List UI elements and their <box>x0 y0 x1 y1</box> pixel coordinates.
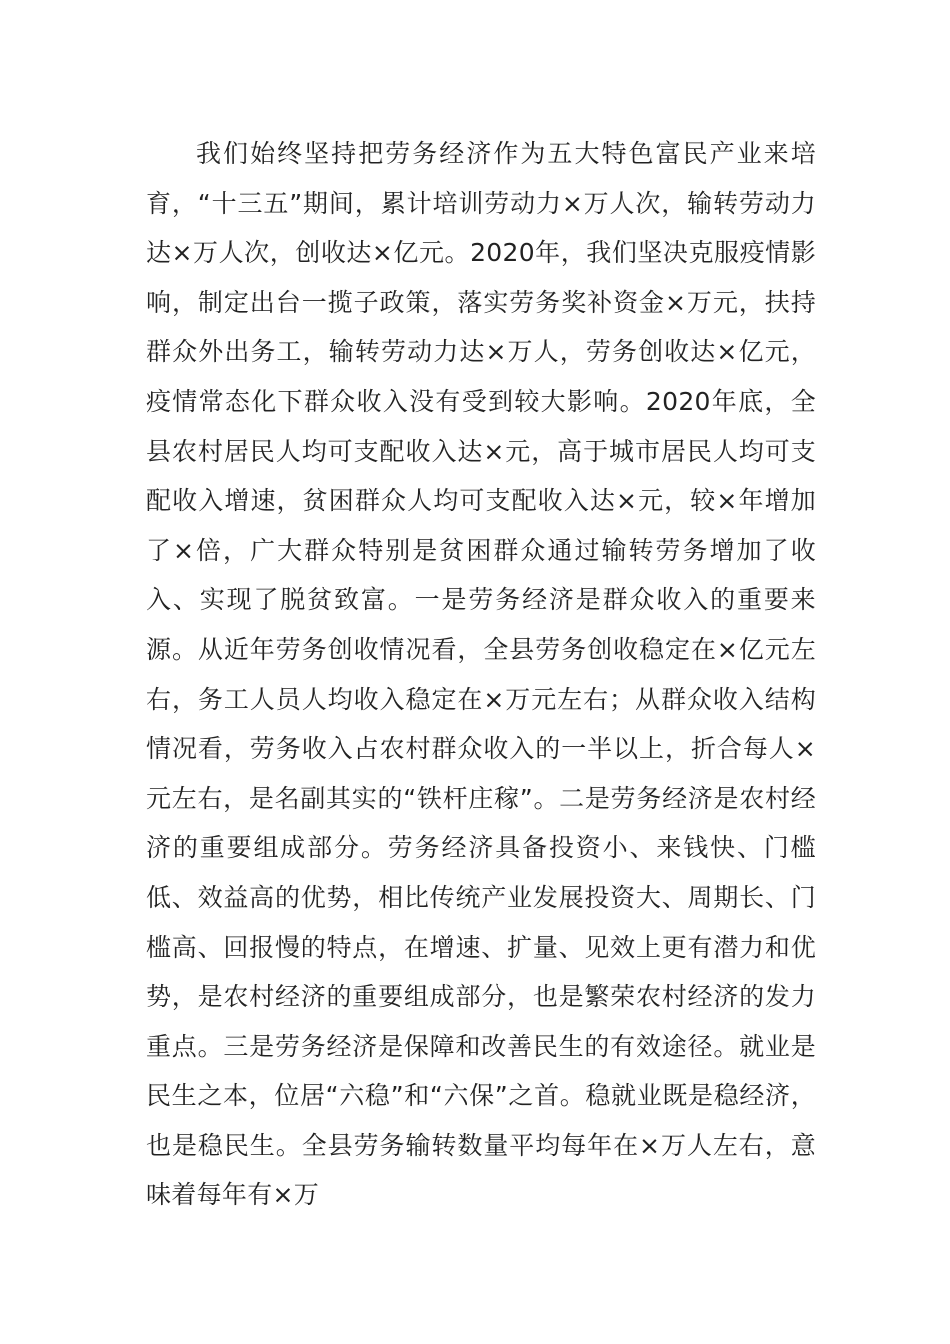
body-paragraph: 我们始终坚持把劳务经济作为五大特色富民产业来培育，“十三五”期间，累计培训劳动力×万人次，输转劳动力达×万人次，创收达×亿元。2020年，我们坚决克服疫情影响，制定出台一揽子政策，落实劳务奖补资金×万元，扶持群众外出务工，输转劳动力达×万人，劳务创收达×亿元，疫情常态化下群众收入没有受到较大影响。2020年底，全县农村居民人均可支配收入达×元，高于城市居民人均可支配收入增速，贫困群众人均可支配收入达×元，较×年增加了×倍，广大群众特别是贫困群众通过输转劳务增加了收入、实现了脱贫致富。一是劳务经济是群众收入的重要来源。从近年劳务创收情况看，全县劳务创收稳定在×亿元左右，务工人员人均收入稳定在×万元左右；从群众收入结构情况看，劳务收入占农村群众收入的一半以上，折合每人×元左右，是名副其实的“铁杆庄稼”。二是劳务经济是农村经济的重要组成部分。劳务经济具备投资小、来钱快、门槛低、效益高的优势，相比传统产业发展投资大、周期长、门槛高、回报慢的特点，在增速、扩量、见效上更有潜力和优势，是农村经济的重要组成部分，也是繁荣农村经济的发力重点。三是劳务经济是保障和改善民生的有效途径。就业是民生之本，位居“六稳”和“六保”之首。稳就业既是稳经济，也是稳民生。全县劳务输转数量平均每年在×万人左右，意味着每年有×万 <box>146 139 816 1210</box>
